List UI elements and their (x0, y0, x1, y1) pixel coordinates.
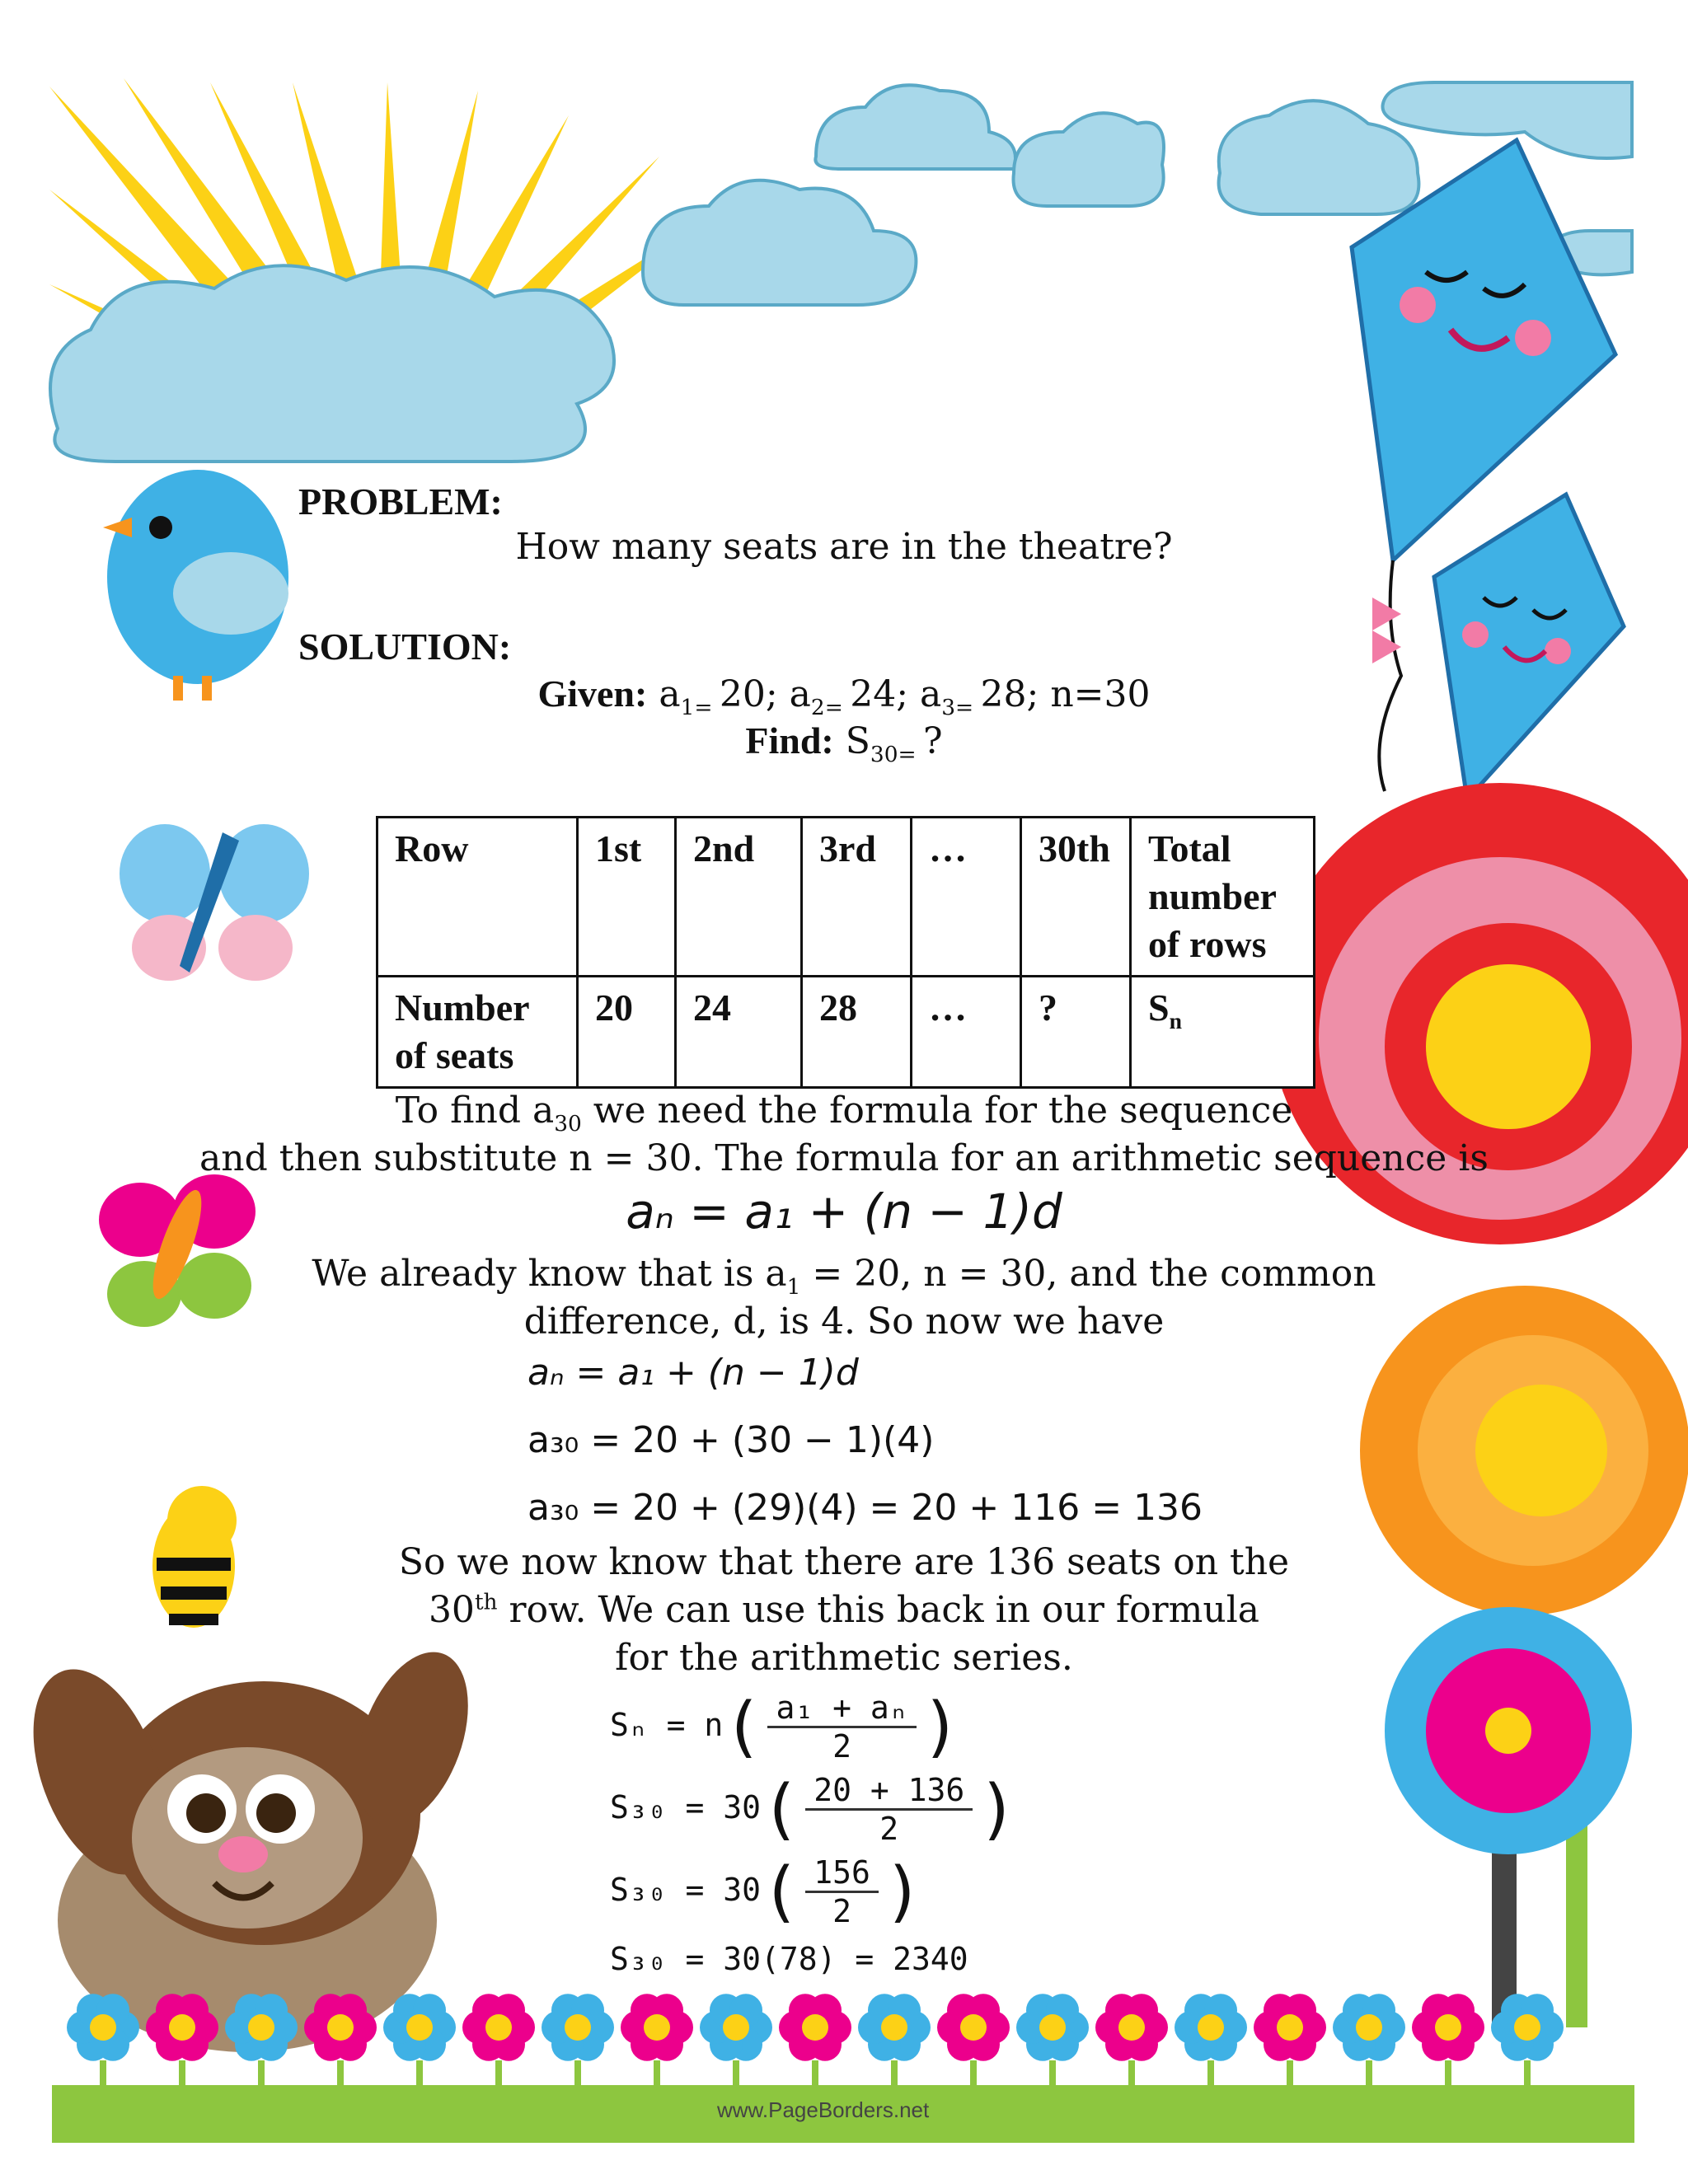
flower-icon (937, 1994, 1010, 2093)
sum-lhs: S₃₀ = 30 (610, 1789, 762, 1825)
given-a2: 20; a (719, 673, 811, 715)
given-n: 28; n=30 (980, 673, 1151, 715)
table-row (377, 977, 1315, 1088)
flower-icon (700, 1994, 772, 2093)
sum-lhs: S₃₀ = 30 (610, 1872, 762, 1908)
formula-step-1: aₙ = a₁ + (n − 1)d (528, 1352, 859, 1394)
bird-icon (103, 470, 288, 701)
find-s-sub: 30= (870, 741, 924, 767)
find-label: Find: (745, 719, 834, 762)
text-sub: 1 (786, 1273, 801, 1300)
sum-numerator: 20 + 136 (805, 1772, 973, 1811)
formula-step-2: a₃₀ = 20 + (30 − 1)(4) (528, 1419, 935, 1461)
given-a3: 24; a (850, 673, 942, 715)
sum-formula-2: S₃₀ = 30( $\frac{20 + 136}{2}$ ) (610, 1770, 1018, 1848)
sum-formula-final: S₃₀ = 30(78) = 2340 (610, 1941, 968, 1977)
flower-icon (225, 1994, 298, 2093)
given-a1-sub: 1= (680, 694, 720, 720)
table-cell: … (912, 977, 1021, 1088)
flower-icon (304, 1994, 377, 2093)
text-sub: 30 (554, 1110, 582, 1137)
text-line-6 (0, 1589, 1688, 1631)
text-segment: we need the formula for the sequence (581, 1090, 1293, 1132)
formula-general: aₙ = a₁ + (n − 1)d (626, 1183, 1062, 1240)
flower-icon (67, 1994, 139, 2093)
watermark: www.PageBorders.net (717, 2097, 930, 2122)
text-line-7: for the arithmetic series. (615, 1637, 1073, 1679)
text-segment: = 20, n = 30, and the common (800, 1253, 1376, 1295)
text-segment: 30 (428, 1589, 475, 1631)
sn-sub: n (1169, 1008, 1182, 1034)
flower-icon (1412, 1994, 1484, 2093)
given-line (0, 672, 1688, 720)
text-line-4: difference, d, is 4. So now we have (523, 1301, 1165, 1343)
text-segment: To find a (395, 1090, 555, 1132)
text-line-5: So we now know that there are 136 seats on the (398, 1541, 1290, 1583)
table-cell: 2nd (676, 818, 802, 977)
sum-denominator: 2 (879, 1811, 899, 1847)
table-cell: 24 (676, 977, 802, 1088)
seat-table (376, 816, 1315, 1089)
table-row (377, 818, 1315, 977)
flower-icon (383, 1994, 456, 2093)
text-segment: row. We can use this back in our formula (497, 1589, 1260, 1631)
flower-icon (1016, 1994, 1089, 2093)
sum-lhs: Sₙ = n (610, 1707, 724, 1743)
table-cell (1131, 977, 1315, 1088)
flower-icon (621, 1994, 693, 2093)
problem-question: How many seats are in the theatre? (515, 526, 1173, 568)
table-cell: 28 (802, 977, 912, 1088)
formula-step-3: a₃₀ = 20 + (29)(4) = 20 + 116 = 136 (528, 1487, 1203, 1529)
given-a3-sub: 3= (941, 694, 981, 720)
table-cell: Total number of rows (1131, 818, 1315, 977)
table-cell: Row (377, 818, 578, 977)
table-cell: … (912, 818, 1021, 977)
dog-icon (8, 1637, 490, 2052)
sum-formula-3: S₃₀ = 30( $\frac{156}{2}$ ) (610, 1853, 924, 1930)
text-sup: th (474, 1589, 498, 1615)
cloud-icon (50, 265, 614, 462)
problem-heading: PROBLEM: (298, 480, 503, 523)
table-cell: 30th (1021, 818, 1131, 977)
text-line-3 (0, 1253, 1688, 1300)
table-cell: 1st (578, 818, 676, 977)
flower-icon (779, 1994, 851, 2093)
find-line (0, 719, 1688, 767)
sum-denominator: 2 (832, 1728, 851, 1765)
flower-icon (462, 1994, 535, 2093)
flower-icon (1254, 1994, 1326, 2093)
given-a: a (659, 673, 681, 715)
table-cell: 3rd (802, 818, 912, 977)
sn-s: S (1148, 987, 1170, 1029)
find-s: S (845, 720, 870, 762)
butterfly-icon (120, 824, 309, 981)
flower-icon (542, 1994, 614, 2093)
find-q: ? (923, 720, 943, 762)
table-cell: ? (1021, 977, 1131, 1088)
table-cell: Number of seats (377, 977, 578, 1088)
flower-icon (1333, 1994, 1405, 2093)
sum-numerator: a₁ + aₙ (767, 1690, 916, 1728)
text-line-2: and then substitute n = 30. The formula for an arithmetic sequence is (199, 1137, 1489, 1179)
flower-icon (146, 1994, 218, 2093)
sum-formula-1: Sₙ = n( $\frac{\text{a₁ + aₙ}}{2}$ ) (610, 1688, 961, 1765)
flower-icon (1175, 1994, 1247, 2093)
flower-icon (1491, 1994, 1564, 2093)
table-cell: 20 (578, 977, 676, 1088)
flower-icon (1095, 1994, 1168, 2093)
sum-denominator: 2 (832, 1893, 851, 1929)
given-label: Given: (537, 673, 648, 715)
sum-numerator: 156 (805, 1854, 879, 1893)
text-segment: We already know that is a (312, 1253, 787, 1295)
text-line-1 (0, 1090, 1688, 1137)
given-a2-sub: 2= (810, 694, 851, 720)
solution-heading: SOLUTION: (298, 626, 512, 668)
flower-icon (858, 1994, 931, 2093)
